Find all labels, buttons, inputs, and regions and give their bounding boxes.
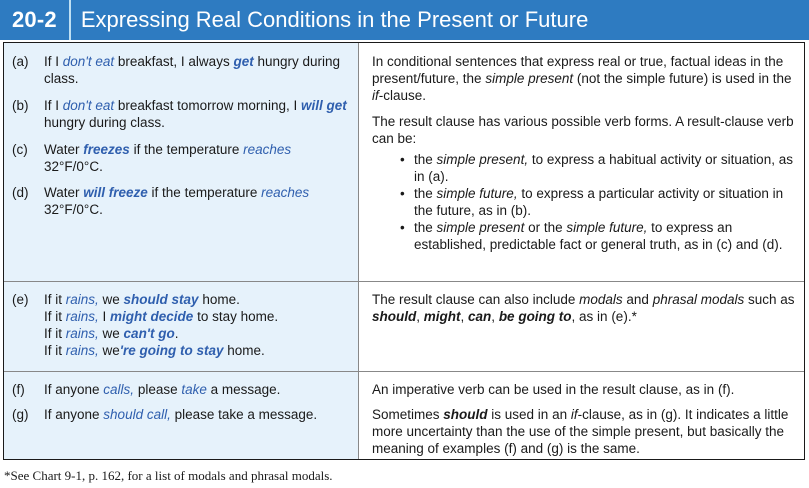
example-label: (f) [12,382,25,397]
bullet-item: • the simple future, to express a particular activity or situation in the future, as in (b). [400,186,784,218]
bullet-icon: • [400,220,405,235]
examples-column [4,43,358,281]
grammar-chart [3,42,805,460]
explanation-text: The result clause can also include modals and phrasal modals such as should, might, can, be going to, as in (e).* [372,292,795,324]
example-g: (g) If anyone should call, please take a message. [12,407,318,422]
example-a: (a) If I don't eat breakfast, I always get hungry during class. [12,54,341,86]
bullet-item: • the simple present, to express a habitual activity or situation, as in (a). [400,152,793,184]
example-label: (c) [12,142,28,157]
chart-row-2 [4,282,804,372]
examples-column [4,282,358,371]
example-d: (d) Water will freeze if the temperature reaches 32°F/0°C. [12,185,310,217]
example-b: (b) If I don't eat breakfast tomorrow morning, I will get hungry during class. [12,98,347,130]
example-f: (f) If anyone calls, please take a message. [12,382,281,397]
chart-row-3 [4,372,804,459]
examples-column [4,372,358,459]
chart-number: 20-2 [12,7,57,32]
example-label: (d) [12,185,29,200]
column-divider [358,372,359,459]
chart-header [0,0,809,40]
explanation-column [359,372,804,459]
explanation-text: Sometimes should is used in an if-clause, as in (g). It indicates a little more uncertainty than the use of the simple present, but basically the meaning of examples (f) and (g) is the same. [372,407,789,456]
chart-title: Expressing Real Conditions in the Present or Future [80,7,589,32]
example-label: (a) [12,54,29,69]
chart-row-1 [4,43,804,282]
explanation-column [359,43,804,281]
bullet-item: • the simple present or the simple future, to express an established, predictable fact or general truth, as in (c) and (d). [400,220,783,252]
explanation-text: In conditional sentences that express real or true, factual ideas in the present/future, the simple present (not the simple future) is used in the if-clause. [372,54,792,103]
column-divider [358,282,359,371]
bullet-icon: • [400,186,405,201]
explanation-text: An imperative verb can be used in the result clause, as in (f). [372,382,735,397]
example-label: (e) [12,292,29,307]
bullet-icon: • [400,152,405,167]
column-divider [358,43,359,281]
example-c: (c) Water freezes if the temperature reaches 32°F/0°C. [12,142,292,174]
example-label: (b) [12,98,29,113]
explanation-column [359,282,804,371]
footnote: *See Chart 9-1, p. 162, for a list of modals and phrasal modals. [4,468,333,483]
bullet-list [372,151,797,253]
example-label: (g) [12,407,29,422]
example-e: (e) If it rains, we should stay home. If it rains, I might decide to stay home. If it rains, we can't go. If it rains, we're going to stay home. [12,292,279,358]
explanation-text: The result clause has various possible verb forms. A result-clause verb can be: [372,114,794,146]
